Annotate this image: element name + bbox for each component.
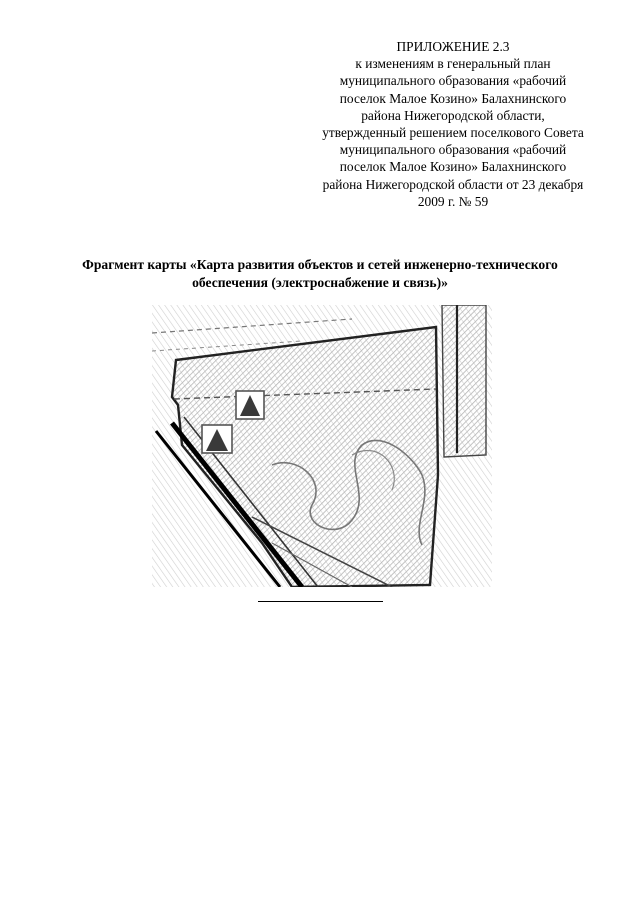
appendix-line: поселок Малое Козино» Балахнинского [339, 90, 567, 106]
map-fragment [152, 305, 492, 587]
appendix-line: района Нижегородской области, [361, 107, 545, 123]
map-graphic [152, 305, 492, 587]
substation-symbol [236, 391, 264, 419]
substation-symbol [202, 425, 232, 453]
map-fragment-title-line: Фрагмент карты «Карта развития объектов и сетей инженерно-технического [82, 257, 558, 272]
appendix-line: поселок Малое Козино» Балахнинского [339, 159, 567, 175]
map-fragment-title-line: обеспечения (электроснабжение и связь)» [192, 274, 448, 290]
right-parcel [442, 305, 486, 457]
appendix-line: муниципального образования «рабочий [339, 142, 567, 158]
appendix-line: муниципального образования «рабочий [339, 73, 567, 89]
appendix-header [300, 38, 606, 210]
appendix-line: утвержденный решением поселкового Совета [322, 125, 584, 141]
appendix-line: к изменениям в генеральный план [355, 56, 551, 72]
map-fragment-title [40, 256, 600, 291]
appendix-line: ПРИЛОЖЕНИЕ 2.3 [396, 39, 510, 54]
appendix-line: района Нижегородской области от 23 декабря [322, 176, 584, 192]
appendix-line: 2009 г. № 59 [417, 193, 489, 209]
footnote-divider [258, 601, 383, 602]
